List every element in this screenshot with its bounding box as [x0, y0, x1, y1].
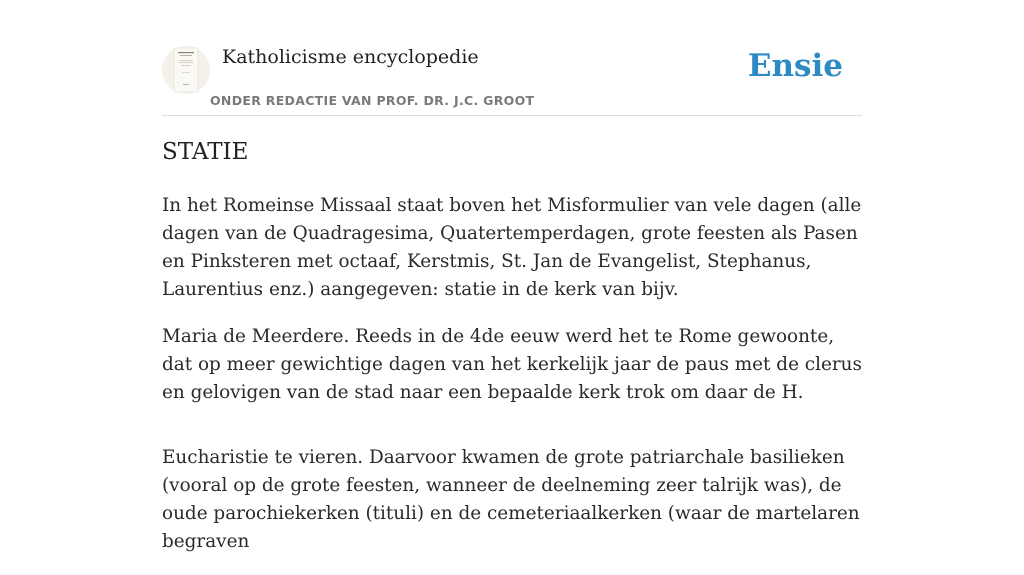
book-cover-icon[interactable] [162, 46, 210, 94]
site-header [162, 40, 862, 116]
article-body [162, 192, 867, 575]
article-paragraph: In het Romeinse Missaal staat boven het Misformulier van vele dagen (alle dagen van de Quadragesima, Quatertemperdagen, grote feesten als Pasen en Pinksteren met octaaf, Kerstmis, St. Jan de Evangelist, Stephanus, Laurentius enz.) aangegeven: statie in de kerk van bijv. [162, 195, 862, 300]
encyclopedia-title[interactable]: Katholicisme encyclopedie [222, 46, 479, 68]
article-paragraph: Eucharistie te vieren. Daarvoor kwamen de grote patriarchale basilieken (vooral op de grote feesten, wanneer de deelneming zeer talrijk was), de oude parochiekerken (tituli) en de cemeteriaalkerken (waar de martelaren begraven [162, 447, 860, 552]
article-paragraph: Maria de Meerdere. Reeds in de 4de eeuw werd het te Rome gewoonte, dat op meer gewichtige dagen van het kerkelijk jaar de paus met de clerus en gelovigen van de stad naar een bepaalde kerk trok om daar de H. [162, 326, 862, 403]
ensie-logo-link[interactable]: Ensie [747, 48, 843, 84]
editor-subtitle: ONDER REDACTIE VAN PROF. DR. J.C. GROOT [210, 93, 535, 108]
entry-title: STATIE [162, 139, 249, 165]
